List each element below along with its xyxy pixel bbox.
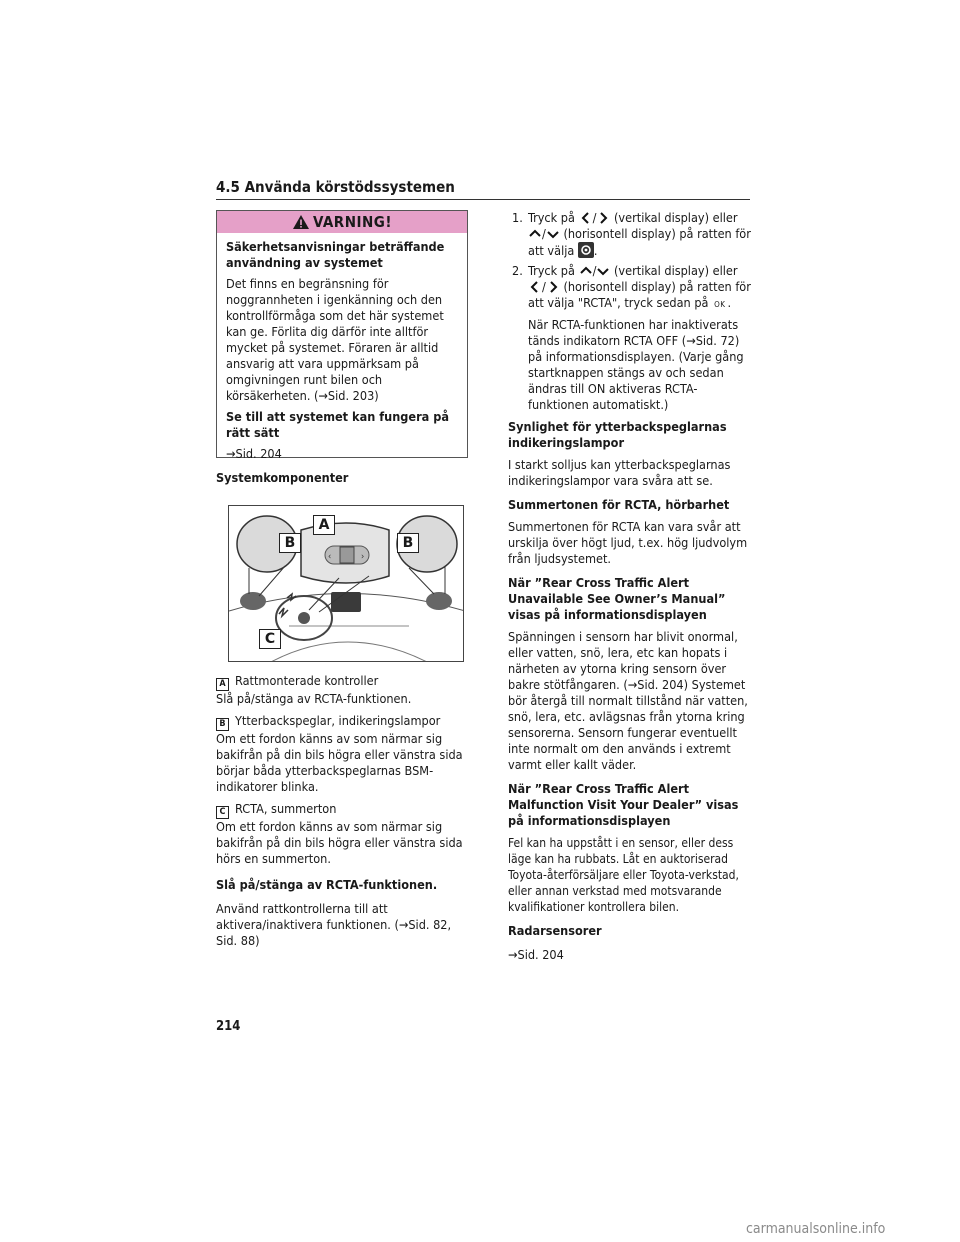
ok-button-icon: OK [714, 300, 726, 309]
step-1-text-b: (vertikal display) eller [614, 210, 738, 225]
radar-text: →Sid. 204 [508, 947, 564, 962]
item-c-title-row [216, 801, 468, 819]
step-2-text-a: Tryck på [528, 263, 575, 278]
step-1: 1. Tryck på / (vertikal display) eller / (horisontell display) på ratten för att välja . [512, 210, 751, 258]
svg-text:›: › [361, 552, 365, 562]
item-c-text: Om ett fordon känns av som närmar sig bakifrån på din bils högra eller vänstra sida hörs en summerton. [216, 819, 463, 866]
header-rule [216, 199, 750, 200]
buzzer-heading: Summertonen för RCTA, hörbarhet [508, 497, 730, 512]
badge-a: A [216, 678, 229, 691]
chevron-up-icon [528, 227, 542, 241]
badge-b: B [216, 718, 229, 731]
chevron-left-icon [528, 280, 542, 294]
unavailable-heading: När ”Rear Cross Traffic Alert Unavailable See Owner’s Manual” visas på informationsdisplayen [508, 575, 726, 622]
chevron-down-icon [546, 227, 560, 241]
warning-title-bar [217, 211, 467, 233]
watermark: carmanualsonline.info [746, 1221, 886, 1237]
system-components-illustration [228, 505, 464, 662]
warning-triangle-icon [292, 214, 310, 230]
components-heading: Systemkomponenter [216, 470, 349, 485]
figure-label-a: A [313, 515, 335, 535]
malfunction-text: Fel kan ha uppstått i en sensor, eller dess läge kan ha rubbats. Låt en auktoriserad Toyota-återförsäljare eller Toyota-verkstad, eller annan verkstad med motsvarande kvalifikationer kontrollera bilen. [508, 836, 739, 914]
step-2-note: När RCTA-funktionen har inaktiverats tänds indikatorn RCTA OFF (→Sid. 72) på informationsdisplayen. (Varje gång startknappen stängs av och sedan ändras till ON aktiveras RCTA-funktionen automatiskt.) [528, 317, 744, 412]
page-number: 214 [216, 1019, 241, 1034]
item-b-title: Ytterbackspeglar, indikeringslampor [235, 713, 441, 728]
item-a-title-row [216, 673, 468, 691]
step-1-number: 1. [512, 210, 523, 225]
onoff-text: Använd rattkontrollerna till att aktivera/inaktivera funktionen. (→Sid. 82, Sid. 88) [216, 901, 452, 948]
warning-paragraph-2: →Sid. 204 [226, 446, 282, 461]
gear-settings-icon [578, 242, 594, 258]
chevron-right-icon [546, 280, 560, 294]
step-2-text-b: (vertikal display) eller [614, 263, 738, 278]
badge-c: C [216, 806, 229, 819]
step-1-text-d: . [593, 243, 598, 258]
svg-text:‹: ‹ [328, 552, 332, 562]
warning-box [216, 210, 468, 461]
item-a-title: Rattmonterade kontroller [235, 673, 379, 688]
unavailable-text: Spänningen i sensorn har blivit onormal, eller vatten, snö, lera, etc kan hopats i närheten av ytorna kring sensorn över bakre stötfångaren. (→Sid. 204) Systemet bör återgå till normalt tillstånd när vatten, snö, lera, etc. avlägsnas från ytorna kring sensorerna. Sensorn fungerar eventuellt inte normalt om den används i extremt varmt eller kallt väder. [508, 629, 748, 772]
chevron-left-icon [579, 211, 593, 225]
visibility-text: I starkt solljus kan ytterbackspeglarnas indikeringslampor vara svåra att se. [508, 457, 731, 488]
step-2: 2. Tryck på / (vertikal display) eller / (horisontell display) på ratten för att välja "RCTA", tryck sedan på OK . När RCTA-funktionen har inaktiverats tänds indikatorn RCTA OFF (→Sid. 72) på informationsdisplayen. (Varje gång startknappen stängs av och sedan ändras till ON aktiveras RCTA-funktionen automatiskt.) [512, 263, 751, 412]
onoff-heading: Slå på/stänga av RCTA-funktionen. [216, 877, 438, 892]
chevron-up-icon [579, 264, 593, 278]
step-1-text-c: (horisontell display) på ratten för att välja [528, 226, 751, 258]
warning-heading-1: Säkerhetsanvisningar beträffande användning av systemet [226, 239, 445, 270]
item-b-title-row [216, 713, 468, 731]
item-c-title: RCTA, summerton [235, 801, 337, 816]
visibility-heading: Synlighet för ytterbackspeglarnas indikeringslampor [508, 419, 727, 450]
warning-heading-2: Se till att systemet kan fungera på rätt sätt [226, 409, 450, 440]
warning-title: VARNING! [312, 213, 393, 231]
warning-paragraph-1: Det finns en begränsning för noggrannheten i igenkänning och den kontrollförmåga som det här systemet kan ge. Förlita dig därför inte alltför mycket på systemet. Föraren är alltid ansvarig att vara uppmärksam på omgivningen runt bilen och körsäkerheten. (→Sid. 203) [226, 276, 444, 403]
item-a-text: Slå på/stänga av RCTA-funktionen. [216, 691, 412, 706]
step-2-number: 2. [512, 263, 523, 278]
step-2-text-c: (horisontell display) på ratten för att välja "RCTA", tryck sedan på [528, 279, 751, 310]
figure-label-b-right: B [397, 533, 419, 553]
section-header: 4.5 Använda körstödssystemen [216, 178, 455, 196]
step-1-text-a: Tryck på [528, 210, 575, 225]
malfunction-heading: När ”Rear Cross Traffic Alert Malfunction Visit Your Dealer” visas på informationsdisplayen [508, 781, 739, 828]
step-2-text-d: . [727, 295, 732, 310]
chevron-down-icon [596, 264, 610, 278]
figure-label-c: C [259, 629, 281, 649]
radar-heading: Radarsensorer [508, 923, 602, 938]
chevron-right-icon [596, 211, 610, 225]
buzzer-text: Summertonen för RCTA kan vara svår att urskilja över högt ljud, t.ex. hög ljudvolym från ljudsystemet. [508, 519, 748, 566]
figure-label-b-left: B [279, 533, 301, 553]
item-b-text: Om ett fordon känns av som närmar sig bakifrån på din bils högra eller vänstra sida börjar båda ytterbackspeglarnas BSM-indikatorer blinka. [216, 731, 463, 794]
